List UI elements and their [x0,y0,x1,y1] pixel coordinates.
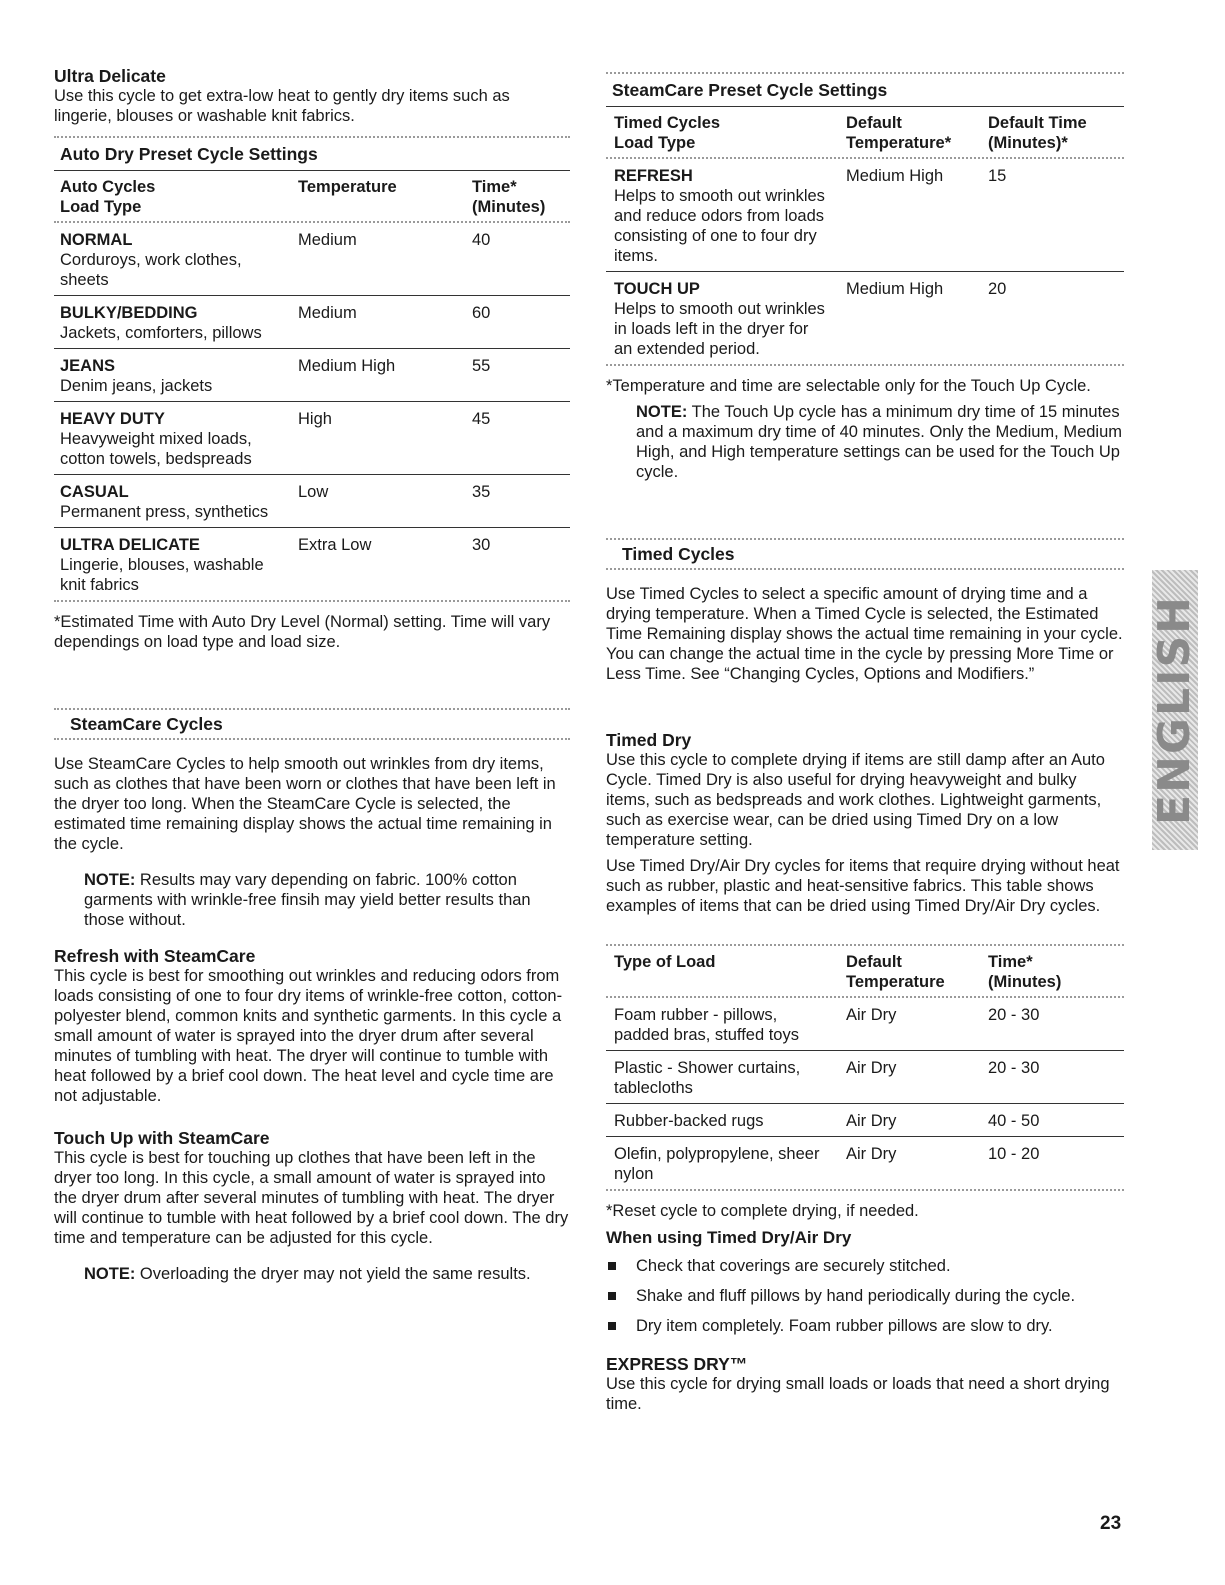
temperature-cell: Low [298,483,329,501]
cycle-description: Lingerie, blouses, washable knit fabrics [60,556,264,594]
steamcare-table [606,72,1124,482]
cycle-description: Helps to smooth out wrinkles and reduce odors from loads consisting of one to four dry items. [614,187,825,265]
header-default-time: Default Time (Minutes)* [988,114,1087,152]
header-load-type: Auto Cycles Load Type [60,178,156,216]
timed-dry-body-1: Use this cycle to complete drying if items are still damp after an Auto Cycle. Timed Dry is also useful for drying heavyweight and bulky items, such as bedspreads and work clothes. Lightweight garments, such as exercise wear, can be dried using Timed Dry on a low temperature setting. [606,751,1105,849]
time-cell: 60 [472,304,491,322]
steamcare-cycles-body: Use SteamCare Cycles to help smooth out wrinkles from dry items, such as clothes that have been worn or clothes that have been left in the dryer too long. When the SteamCare Cycle is selected, the estimated time remaining display shows the actual time remaining in the cycle. [54,755,556,853]
table-row [54,223,570,295]
load-type-cell [60,409,298,469]
temperature-cell: Air Dry [846,1112,897,1130]
touchup-heading: Touch Up with SteamCare [54,1128,270,1148]
temperature-cell: Extra Low [298,536,372,554]
steamcare-cycles-heading: SteamCare Cycles [70,714,223,734]
note-label: NOTE: [84,871,136,889]
table-row [606,1136,1124,1189]
header-default-temperature: Default Temperature* [846,114,952,152]
time-cell: 40 - 50 [988,1112,1040,1130]
load-type-cell [60,482,298,522]
side-tab-label: ENGLISH [1149,595,1201,825]
load-type-cell [60,303,298,343]
table-row [54,348,570,401]
table-row [606,998,1124,1050]
header-default-temperature: Default Temperature [846,953,945,991]
cycle-description: Helps to smooth out wrinkles in loads left in the dryer for an extended period. [614,300,825,358]
note-label: NOTE: [636,403,688,421]
time-cell: 20 - 30 [988,1059,1040,1077]
language-side-tab [1149,570,1201,850]
touchup-note [54,1264,570,1284]
note-text: The Touch Up cycle has a minimum dry time of 15 minutes and a maximum dry time of 40 minutes. Only the Medium, Medium High, and High temperature settings can be used for the Touch Up cycle. [636,403,1123,481]
steamcare-table-header [606,107,1124,157]
time-cell: 35 [472,483,491,501]
table-row [54,474,570,527]
cycle-description: Corduroys, work clothes, sheets [60,251,242,289]
note-label: NOTE: [84,1265,136,1283]
load-cell: Foam rubber - pillows, padded bras, stuffed toys [614,1006,799,1044]
timed-dry-heading: Timed Dry [606,730,692,750]
time-cell: 45 [472,410,491,428]
cycle-description: Jackets, comforters, pillows [60,324,262,342]
ultra-delicate-body: Use this cycle to get extra-low heat to gently dry items such as lingerie, blouses or washable knit fabrics. [54,87,510,125]
note-text: Results may vary depending on fabric. 100% cotton garments with wrinkle-free finsih may yield better results than those without. [84,871,531,929]
cycle-name: ULTRA DELICATE [60,536,200,554]
load-cell: Plastic - Shower curtains, tablecloths [614,1059,801,1097]
timed-cycles-heading: Timed Cycles [622,544,735,564]
express-dry-heading: EXPRESS DRY™ [606,1354,748,1374]
touchup-body: This cycle is best for touching up clothes that have been left in the dryer too long. In this cycle, a small amount of water is sprayed into the dryer drum after several minutes of tumbling with heat. The dryer will continue to tumble with heat followed by a brief cool down. The dry time and temperature can be adjusted for this cycle. [54,1149,569,1247]
when-using-heading: When using Timed Dry/Air Dry [606,1228,852,1247]
cycle-name: NORMAL [60,231,133,249]
load-cell: Rubber-backed rugs [614,1112,764,1130]
header-type-of-load: Type of Load [614,953,716,971]
load-type-cell [614,166,846,266]
table-row [606,271,1124,364]
time-cell: 40 [472,231,491,249]
bullet-icon [608,1262,616,1270]
timed-cycles-body: Use Timed Cycles to select a specific amount of drying time and a drying temperature. When a Timed Cycle is selected, the Estimated Time Remaining display shows the actual time remaining in your cycle. You can change the actual time in the cycle by pressing More Time or Less Time. See “Changing Cycles, Options and Modifiers.” [606,585,1123,683]
time-cell: 20 - 30 [988,1006,1040,1024]
time-cell: 10 - 20 [988,1145,1040,1163]
air-dry-footnote: *Reset cycle to complete drying, if needed. [606,1202,919,1220]
temperature-cell: Medium [298,231,357,249]
steamcare-table-note [606,402,1124,482]
temperature-cell: Medium High [846,280,944,298]
temperature-cell: Medium High [846,167,944,185]
time-cell: 15 [988,167,1007,185]
temperature-cell: Medium [298,304,357,322]
time-cell: 30 [472,536,491,554]
temperature-cell: Air Dry [846,1006,897,1024]
auto-dry-table [54,136,570,652]
when-using-list [606,1256,1124,1336]
steamcare-note [54,870,570,930]
table-row [606,1050,1124,1103]
table-row [54,295,570,348]
table-row [606,159,1124,271]
temperature-cell: Air Dry [846,1059,897,1077]
load-type-cell [60,356,298,396]
auto-dry-footnote: *Estimated Time with Auto Dry Level (Normal) setting. Time will vary dependings on load type and load size. [54,613,551,651]
time-cell: 55 [472,357,491,375]
list-item: Dry item completely. Foam rubber pillows are slow to dry. [606,1316,1124,1336]
auto-dry-table-header [54,171,570,221]
header-time: Time* (Minutes) [472,178,546,216]
ultra-delicate-heading: Ultra Delicate [54,66,166,86]
cycle-name: HEAVY DUTY [60,410,165,428]
header-load-type: Timed Cycles Load Type [614,114,721,152]
cycle-name: BULKY/BEDDING [60,304,198,322]
table-row [54,527,570,600]
list-item: Check that coverings are securely stitched. [606,1256,1124,1276]
load-cell: Olefin, polypropylene, sheer nylon [614,1145,820,1183]
note-text: Overloading the dryer may not yield the same results. [135,1265,531,1283]
air-dry-table-header [606,946,1124,996]
refresh-body: This cycle is best for smoothing out wrinkles and reducing odors from loads consisting of one to four dry items of wrinkle-free cotton, cotton-polyester blend, common knits and synthetic garments. In this cycle a small amount of water is sprayed into the dryer drum after several minutes of tumbling with heat. The dryer will continue to tumble with heat followed by a brief cool down. The heat level and cycle time are not adjustable. [54,967,563,1105]
cycle-name: CASUAL [60,483,129,501]
header-time: Time* (Minutes) [988,953,1062,991]
bullet-icon [608,1292,616,1300]
list-item: Shake and fluff pillows by hand periodically during the cycle. [606,1286,1124,1306]
auto-dry-table-title: Auto Dry Preset Cycle Settings [60,144,318,164]
load-type-cell [60,230,298,290]
cycle-description: Heavyweight mixed loads, cotton towels, bedspreads [60,430,252,468]
load-type-cell [614,279,846,359]
express-dry-body: Use this cycle for drying small loads or loads that need a short drying time. [606,1375,1110,1413]
load-type-cell [60,535,298,595]
cycle-description: Permanent press, synthetics [60,503,269,521]
table-row [606,1103,1124,1136]
table-row [54,401,570,474]
header-temperature: Temperature [298,178,397,196]
steamcare-footnote: *Temperature and time are selectable only for the Touch Up Cycle. [606,377,1091,395]
page-number: 23 [1100,1513,1122,1534]
cycle-name: JEANS [60,357,116,375]
time-cell: 20 [988,280,1007,298]
air-dry-table [606,944,1124,1221]
cycle-name: TOUCH UP [614,280,700,298]
temperature-cell: High [298,410,332,428]
timed-dry-body-2: Use Timed Dry/Air Dry cycles for items that require drying without heat such as rubber, plastic and heat-sensitive fabrics. This table shows examples of items that can be dried using Timed Dry/Air Dry cycles. [606,857,1120,915]
cycle-description: Denim jeans, jackets [60,377,213,395]
temperature-cell: Air Dry [846,1145,897,1163]
refresh-heading: Refresh with SteamCare [54,946,256,966]
bullet-icon [608,1322,616,1330]
steamcare-table-title: SteamCare Preset Cycle Settings [612,80,888,100]
temperature-cell: Medium High [298,357,396,375]
cycle-name: REFRESH [614,167,693,185]
